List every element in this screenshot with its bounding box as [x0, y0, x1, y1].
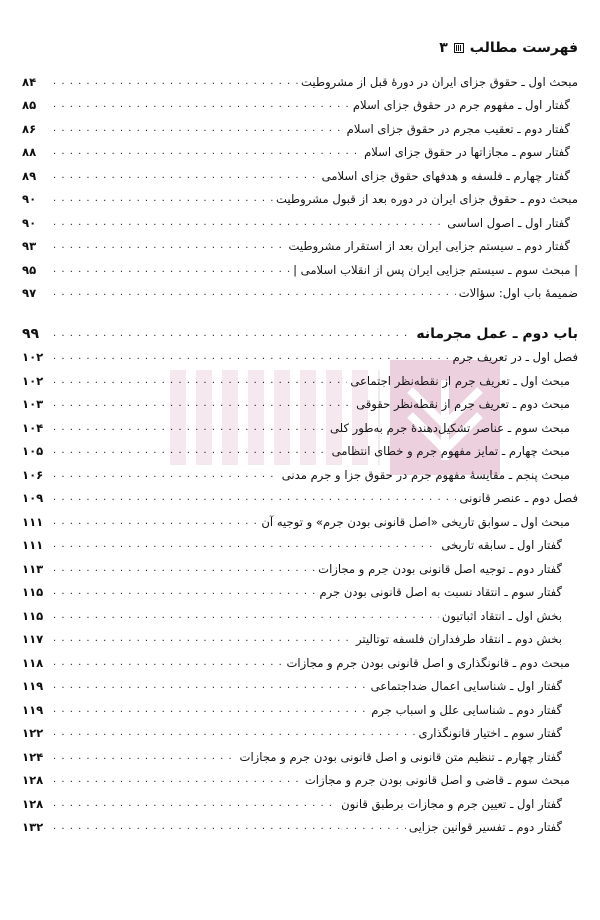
- dot-leader: [53, 728, 416, 738]
- toc-entry: [22, 389, 578, 413]
- toc-entry-page: ۱۲۴: [22, 749, 44, 764]
- toc-entry-page: ۱۳۲: [22, 820, 44, 834]
- dot-leader: [53, 147, 361, 157]
- dot-leader: [53, 376, 347, 386]
- dot-leader: [53, 775, 302, 785]
- toc-entry-title: گفتار دوم ـ تفسیر قوانین جزایی: [408, 820, 562, 834]
- toc-entry-page: ۹۵: [22, 262, 37, 277]
- toc-entry-title: گفتار اول ـ اصول اساسی: [447, 215, 570, 230]
- toc-entry: [22, 184, 578, 208]
- toc-entry-title: مبحث سوم ـ قاضی و اصل قانونی بودن جرم و مجازات: [304, 773, 570, 787]
- toc-entry: [22, 66, 578, 90]
- toc-entry: [22, 207, 578, 231]
- toc-entry-title: بخش اول ـ انتقاد اثباتیون: [441, 608, 562, 623]
- toc-entry: [22, 365, 578, 389]
- toc-entry-title: مبحث اول ـ حقوق جزای ایران در دورهٔ قبل از مشروطیت: [300, 74, 578, 89]
- toc-entry: [22, 254, 578, 278]
- toc-entry: [22, 160, 578, 184]
- dot-leader: [53, 194, 273, 204]
- toc-entry-page: ۱۱۱: [22, 538, 44, 552]
- toc-entry: [22, 342, 578, 366]
- toc-entry-title: گفتار دوم ـ سیستم جزایی ایران بعد از استقرار مشروطیت: [288, 239, 570, 253]
- toc-entry: [22, 812, 578, 836]
- toc-entry-title: گفتار اول ـ سابقه تاریخی: [441, 538, 562, 552]
- toc-entry-title: گفتار اول ـ مفهوم جرم در حقوق جزای اسلام: [352, 98, 570, 112]
- dot-leader: [53, 218, 444, 228]
- toc-entry-title: گفتار دوم ـ تعقیب مجرم در حقوق جزای اسلام: [346, 121, 570, 136]
- toc-entry: [22, 318, 578, 342]
- toc-entry: [22, 113, 578, 137]
- toc-entry: [22, 577, 578, 601]
- toc-entry-title: گفتار سوم ـ اختیار قانونگذاری: [418, 726, 562, 740]
- toc-entry: [22, 412, 578, 436]
- dot-leader: [53, 288, 456, 298]
- toc-entry: [22, 137, 578, 161]
- dot-leader: [53, 752, 237, 762]
- dot-leader: [53, 822, 406, 832]
- dot-leader: [53, 241, 286, 251]
- toc-entry-page: ۱۱۹: [22, 702, 44, 717]
- toc-entry-page: ۱۰۶: [22, 467, 44, 482]
- dot-leader: [53, 124, 344, 134]
- toc-entry-title: مبحث پنجم ـ مقایسهٔ مفهوم جرم در حقوق جزا و جرم مدنی: [281, 467, 570, 482]
- toc-entry-page: ۱۱۹: [22, 679, 44, 693]
- header-title: فهرست مطالب: [469, 40, 578, 56]
- toc-entry: [22, 788, 578, 812]
- toc-entry-title: گفتار چهارم ـ تنظیم متن قانونی و اصل قانونی بودن جرم و مجازات: [239, 749, 562, 764]
- toc-entry-page: ۹۷: [22, 286, 37, 300]
- toc-entry-title: گفتار دوم ـ شناسایی علل و اسباب جرم: [371, 702, 562, 717]
- toc-entry-page: ۱۰۲: [22, 373, 44, 388]
- toc-entry-page: ۸۸: [22, 145, 37, 159]
- toc-entry-title: مبحث دوم ـ قانونگذاری و اصل قانونی بودن جرم و مجازات: [286, 655, 570, 670]
- toc-entry: [22, 506, 578, 530]
- toc-entry-title: | مبحث سوم ـ سیستم جزایی ایران پس از انقلاب اسلامی |: [293, 262, 578, 277]
- toc-entry-title: گفتار اول ـ تعیین جرم و مجازات برطبق قانون: [341, 796, 562, 811]
- toc-entry: [22, 718, 578, 742]
- dot-leader: [53, 634, 353, 644]
- toc-entry-page: ۸۴: [22, 74, 37, 89]
- dot-leader: [53, 540, 438, 550]
- toc-entry-title: مبحث اول ـ سوابق تاریخی «اصل قانونی بودن جرم» و توجیه آن: [261, 514, 570, 529]
- dot-leader: [53, 470, 279, 480]
- toc-entry-page: ۹۰: [22, 215, 37, 230]
- toc-entry: [22, 671, 578, 695]
- toc-entry: [22, 624, 578, 648]
- toc-entry-page: ۸۶: [22, 121, 37, 136]
- toc-entry-page: ۱۲۲: [22, 726, 44, 740]
- toc-entry: [22, 436, 578, 460]
- square-bullet-icon: [454, 43, 464, 53]
- toc-entry-page: ۱۰۹: [22, 491, 44, 505]
- toc-entry-page: ۱۰۵: [22, 444, 44, 458]
- toc-entry-page: ۹۰: [22, 192, 37, 206]
- toc-entry-title: مبحث دوم ـ حقوق جزای ایران در دوره بعد از قبول مشروطیت: [276, 192, 578, 206]
- dot-leader: [53, 171, 319, 181]
- dot-leader: [53, 352, 450, 362]
- dot-leader: [53, 265, 290, 275]
- toc-entry-page: ۱۲۸: [22, 796, 44, 811]
- toc-entry-title: مبحث چهارم ـ تمایز مفهوم جرم و خطای انتظامی: [331, 444, 570, 458]
- toc-entry-page: ۹۹: [22, 325, 40, 342]
- toc-entry-page: ۱۱۵: [22, 608, 44, 623]
- toc-entry: [22, 459, 578, 483]
- toc-section-1: [22, 66, 578, 301]
- toc-entry-title: مبحث سوم ـ عناصر تشکیل‌دهندهٔ جرم به‌طور کلی: [329, 420, 570, 435]
- toc-entry-title: مبحث اول ـ تعریف جرم از نقطه‌نظر اجتماعی: [350, 373, 570, 388]
- dot-leader: [53, 399, 353, 409]
- dot-leader: [53, 100, 350, 110]
- dot-leader: [53, 446, 329, 456]
- toc-entry-page: ۱۱۵: [22, 585, 44, 599]
- toc-entry: [22, 647, 578, 671]
- toc-entry-title: بخش دوم ـ انتقاد طرفداران فلسفه توتالیتر: [356, 632, 562, 646]
- toc-entry-title: ضمیمهٔ باب اول: سؤالات: [458, 286, 578, 300]
- dot-leader: [53, 329, 413, 339]
- toc-entry: [22, 231, 578, 255]
- dot-leader: [53, 517, 258, 527]
- toc-entry-title: باب دوم ـ عمل مجرمانه: [416, 325, 578, 342]
- toc-entry-page: ۱۱۱: [22, 514, 44, 529]
- header-page-number: ۳: [439, 40, 448, 56]
- toc-entry: [22, 765, 578, 789]
- toc-entry-title: فصل دوم ـ عنصر قانونی: [459, 491, 578, 505]
- dot-leader: [53, 681, 368, 691]
- toc-entry-page: ۱۰۲: [22, 350, 44, 364]
- toc-entry-page: ۱۰۴: [22, 420, 44, 435]
- toc-entry-title: گفتار اول ـ شناسایی اعمال ضداجتماعی: [370, 679, 562, 693]
- dot-leader: [53, 611, 439, 621]
- toc-entry-title: مبحث دوم ـ تعریف جرم از نقطه‌نظر حقوقی: [356, 397, 570, 411]
- dot-leader: [53, 587, 316, 597]
- dot-leader: [53, 705, 368, 715]
- toc-entry-page: ۱۲۸: [22, 773, 44, 787]
- dot-leader: [53, 564, 315, 574]
- toc-entry-page: ۱۱۸: [22, 655, 44, 670]
- toc-entry-page: ۱۱۳: [22, 561, 44, 576]
- toc-entry-page: ۱۰۳: [22, 397, 44, 411]
- toc-entry-title: گفتار دوم ـ توجیه اصل قانونی بودن جرم و مجازات: [318, 561, 562, 576]
- dot-leader: [53, 493, 456, 503]
- toc-entry: [22, 483, 578, 507]
- toc-entry-title: گفتار سوم ـ انتقاد نسبت به اصل قانونی بودن جرم: [319, 585, 562, 599]
- toc-entry: [22, 278, 578, 302]
- dot-leader: [53, 423, 327, 433]
- toc-entry-page: ۸۵: [22, 98, 37, 112]
- toc-entry-page: ۱۱۷: [22, 632, 44, 646]
- toc-entry-title: گفتار چهارم ـ فلسفه و هدفهای حقوق جزای اسلامی: [321, 168, 570, 183]
- toc-entry: [22, 741, 578, 765]
- dot-leader: [53, 799, 338, 809]
- dot-leader: [53, 658, 284, 668]
- toc-section-2: [22, 318, 578, 835]
- toc-entry: [22, 694, 578, 718]
- toc-entry: [22, 600, 578, 624]
- toc-entry-page: ۹۳: [22, 239, 37, 253]
- page-header: [22, 38, 578, 58]
- toc-entry-title: فصل اول ـ در تعریف جرم: [452, 350, 578, 364]
- toc-entry: [22, 553, 578, 577]
- toc-entry-page: ۸۹: [22, 168, 37, 183]
- dot-leader: [53, 77, 298, 87]
- toc-entry-title: گفتار سوم ـ مجازاتها در حقوق جزای اسلام: [364, 145, 570, 159]
- toc-entry: [22, 90, 578, 114]
- toc-entry: [22, 530, 578, 554]
